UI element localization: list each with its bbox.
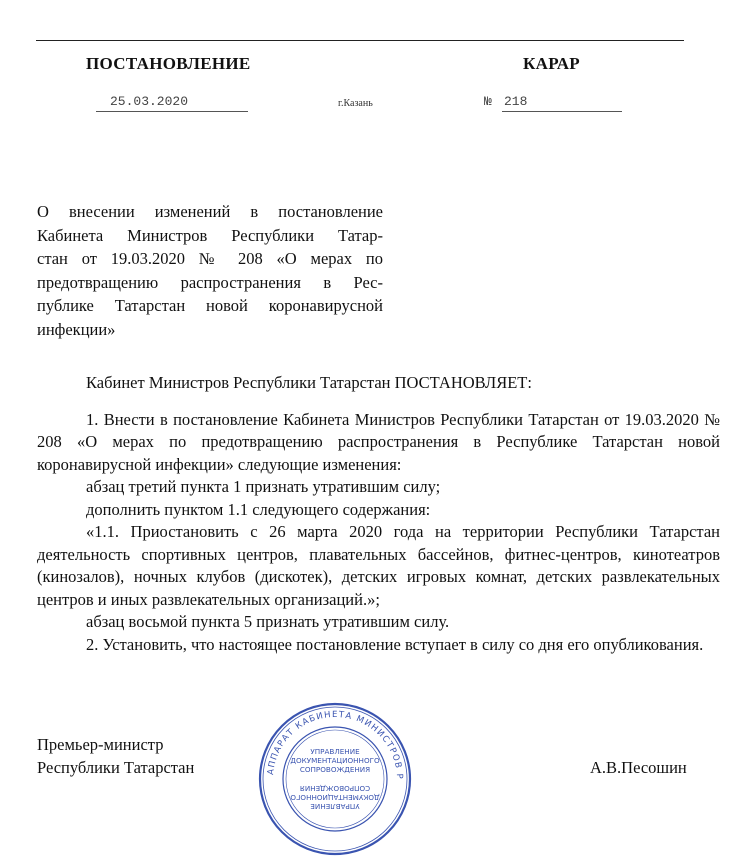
seal-inner-line: УПРАВЛЕНИЕ (310, 747, 360, 756)
subject-line: О внесении изменений в постановление (37, 202, 383, 221)
signatory-position (37, 733, 194, 779)
subject-line: инфекции» (37, 319, 116, 339)
document-subject (37, 200, 383, 341)
svg-text:УПРАВЛЕНИЕ: УПРАВЛЕНИЕ (310, 802, 360, 811)
seal-outer-text: АППАРАТ КАБИНЕТА МИНИСТРОВ Р (266, 709, 405, 781)
signatory-name: А.В.Песошин (590, 758, 687, 777)
position-line: Премьер-министр (37, 735, 164, 754)
svg-text:СОПРОВОЖДЕНИЯ: СОПРОВОЖДЕНИЯ (299, 784, 371, 793)
number-field (502, 94, 622, 112)
subject-line: публике Татарстан новой коронавирусной (37, 296, 383, 315)
seal-graphic (256, 700, 414, 858)
number-value: 218 (504, 94, 528, 109)
body-paragraph: абзац восьмой пункта 5 признать утратившим силу. (86, 612, 450, 631)
body-paragraph: дополнить пунктом 1.1 следующего содержания: (86, 499, 431, 519)
number-prefix: № (484, 94, 492, 109)
position-line: Республики Татарстан (37, 758, 195, 777)
top-rule (36, 40, 684, 41)
body-paragraph: «1.1. Приостановить с 26 марта 2020 года на территории Республики Татарстан деятельность спортивных центров, плавательных бассейнов, фитнес-центров, кинотеатров (кинозалов), ночных клубов (дискотек), детских игровых комнат, детских развлекательных центров и иных развлекательных организаций.»; (37, 522, 720, 609)
seal-inner-line: СОПРОВОЖДЕНИЯ (299, 765, 371, 774)
document-title-russian: ПОСТАНОВЛЕНИЕ (86, 54, 251, 73)
city-label: г.Казань (338, 98, 373, 109)
body-paragraph: 1. Внести в постановление Кабинета Министров Республики Татарстан от 19.03.2020 № 208 «О мерах по предотвращению распространения в Республике Татарстан новой коронавирусной инфекции» следующие изменения: (37, 409, 720, 474)
seal-inner-line: ДОКУМЕНТАЦИОННОГО (290, 756, 380, 765)
preamble: Кабинет Министров Республики Татарстан ПОСТАНОВЛЯЕТ: (86, 373, 532, 392)
seal-mirrored-block (290, 784, 380, 811)
official-seal (256, 700, 414, 858)
svg-text:ДОКУМЕНТАЦИОННОГО: ДОКУМЕНТАЦИОННОГО (290, 793, 380, 802)
date-field (96, 94, 248, 112)
date-value: 25.03.2020 (110, 94, 189, 109)
document-title-tatar: КАРАР (523, 54, 580, 73)
document-body (37, 372, 720, 656)
body-paragraph: 2. Установить, что настоящее постановление вступает в силу со дня его опубликования. (86, 634, 704, 654)
body-paragraph: абзац третий пункта 1 признать утратившим силу; (86, 477, 441, 496)
subject-line: стан от 19.03.2020 № 208 «О мерах по (37, 249, 383, 268)
subject-line: предотвращению распространения в Рес- (37, 272, 383, 292)
subject-line: Кабинета Министров Республики Татар- (37, 225, 383, 245)
